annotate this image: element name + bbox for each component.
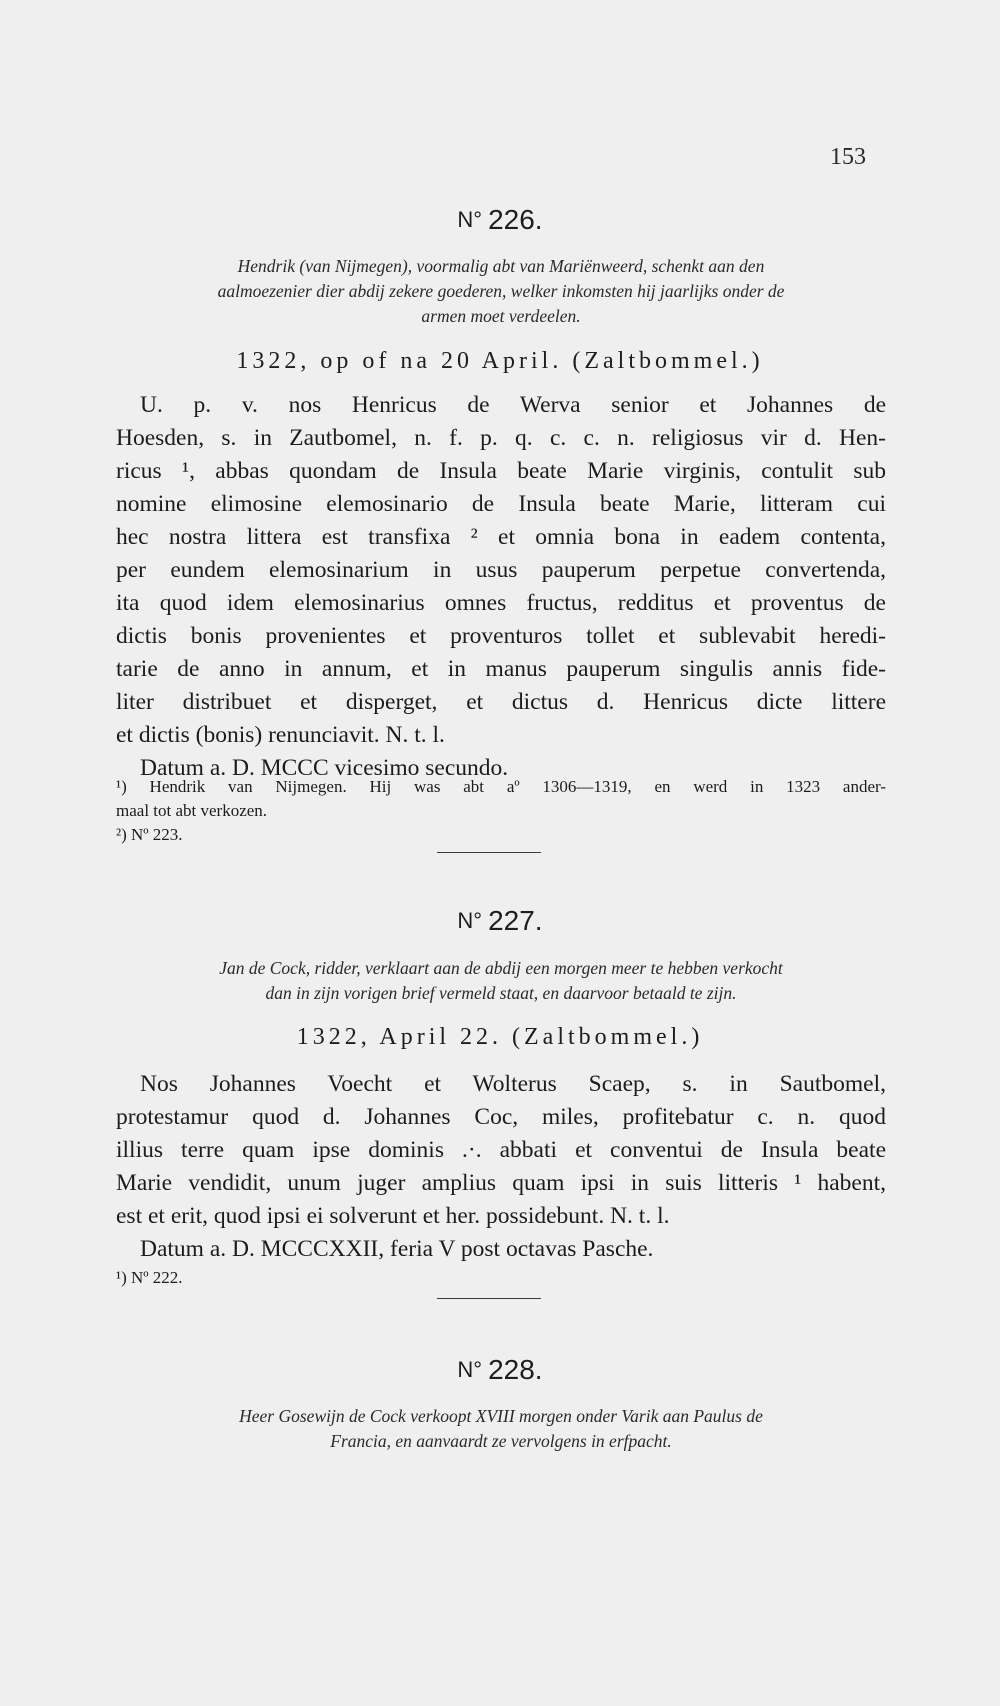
charter-date-227: 1322, April 22. (Zaltbommel.) [296, 1024, 704, 1050]
number-label: N° [457, 207, 483, 232]
charter-summary-228 [116, 1404, 886, 1454]
section-divider [437, 1298, 541, 1299]
footnote-line: ²) Nº 223. [116, 825, 183, 844]
text-line: Datum a. D. MCCCXXII, feria V post octavas Pasche. [140, 1236, 654, 1262]
text-line: Hoesden, s. in Zautbomel, n. f. p. q. c. c. n. religiosus vir d. Hen- [116, 425, 886, 451]
text-line: dictis bonis provenientes et proventuros tollet et sublevabit heredi- [116, 623, 886, 649]
footnote-line: ¹) Nº 222. [116, 1268, 183, 1287]
charter-summary-226 [116, 254, 886, 329]
text-line: et dictis (bonis) renunciavit. N. t. l. [116, 722, 445, 748]
text-line: tarie de anno in annum, et in manus pauperum singulis annis fide- [116, 656, 886, 682]
text-line: Nos Johannes Voecht et Wolterus Scaep, s. in Sautbomel, [140, 1071, 886, 1097]
footnotes-227 [116, 1266, 886, 1290]
text-line: hec nostra littera est transfixa ² et omnia bona in eadem contenta, [116, 524, 886, 550]
summary-line: aalmoezenier dier abdij zekere goederen, welker inkomsten hij jaarlijks onder de [217, 281, 785, 301]
charter-number: 228. [488, 1354, 543, 1385]
text-line: liter distribuet et disperget, et dictus d. Henricus dicte littere [116, 689, 886, 715]
section-divider [437, 852, 541, 853]
text-line: Marie vendidit, unum juger amplius quam ipsi in suis litteris ¹ habent, [116, 1170, 886, 1196]
summary-line: Heer Gosewijn de Cock verkoopt XVIII morgen onder Varik aan Paulus de [239, 1406, 763, 1426]
footnote-line: ¹) Hendrik van Nijmegen. Hij was abt aº 1306—1319, en werd in 1323 ander- [116, 777, 886, 796]
text-line: U. p. v. nos Henricus de Werva senior et Johannes de [140, 392, 886, 418]
footnote-line: maal tot abt verkozen. [116, 801, 268, 820]
charter-date-226: 1322, op of na 20 April. (Zaltbommel.) [236, 348, 764, 374]
footnotes-226 [116, 775, 886, 847]
charter-number: 226. [488, 204, 543, 235]
text-line: protestamur quod d. Johannes Coc, miles, profitebatur c. n. quod [116, 1104, 886, 1130]
text-line: ricus ¹, abbas quondam de Insula beate Marie virginis, contulit sub [116, 458, 886, 484]
text-line: Datum a. D. MCCC vicesimo secundo. [140, 755, 509, 781]
charter-summary-227 [116, 956, 886, 1006]
charter-number-228 [0, 1354, 1000, 1386]
text-line: ita quod idem elemosinarius omnes fructus, redditus et proventus de [116, 590, 886, 616]
charter-text-227 [116, 1068, 886, 1266]
text-line: nomine elimosine elemosinario de Insula beate Marie, litteram cui [116, 491, 886, 517]
summary-line: dan in zijn vorigen brief vermeld staat, en daarvoor betaald te zijn. [265, 983, 737, 1003]
summary-line: armen moet verdeelen. [421, 306, 581, 326]
charter-number: 227. [488, 905, 543, 936]
text-line: est et erit, quod ipsi ei solverunt et her. possidebunt. N. t. l. [116, 1203, 670, 1229]
charter-number-226 [0, 204, 1000, 236]
page-number: 153 [830, 144, 866, 170]
summary-line: Hendrik (van Nijmegen), voormalig abt van Mariënweerd, schenkt aan den [237, 256, 765, 276]
number-label: N° [457, 908, 483, 933]
charter-text-226 [116, 389, 886, 785]
text-line: per eundem elemosinarium in usus pauperum perpetue convertenda, [116, 557, 886, 583]
charter-number-227 [0, 905, 1000, 937]
summary-line: Jan de Cock, ridder, verklaart aan de abdij een morgen meer te hebben verkocht [219, 958, 783, 978]
number-label: N° [457, 1357, 483, 1382]
summary-line: Francia, en aanvaardt ze vervolgens in erfpacht. [330, 1431, 672, 1451]
text-line: illius terre quam ipse dominis .·. abbati et conventui de Insula beate [116, 1137, 886, 1163]
